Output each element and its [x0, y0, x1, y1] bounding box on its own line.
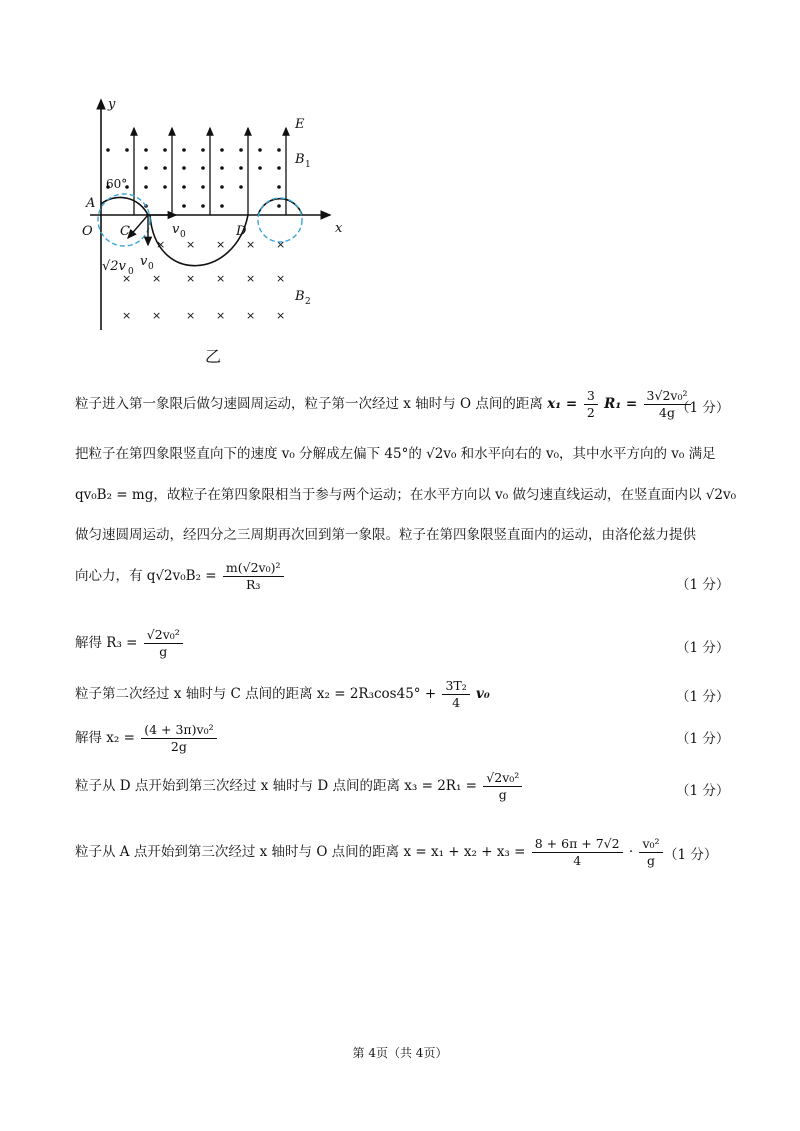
- label-y: y: [108, 97, 116, 112]
- solution-line-1: [75, 388, 693, 421]
- label-v0-right: v: [172, 222, 180, 237]
- label-d: D: [236, 224, 247, 239]
- solution-line-4: 做匀速圆周运动，经四分之三周期再次回到第一象限。粒子在第四象限竖直面内的运动，由洛伦兹力提供: [75, 527, 696, 543]
- line-1-mid: R₁ =: [604, 396, 638, 412]
- solution-line-5: [75, 560, 286, 593]
- score-1: （1 分）: [676, 400, 730, 416]
- label-sqrt2v0-sub: 0: [128, 267, 134, 277]
- page-footer: 第 4页（共 4页）: [352, 1046, 448, 1060]
- svg-text:×: ×: [246, 309, 256, 322]
- svg-text:×: ×: [156, 238, 166, 251]
- line-1-frac2: $\frac{\text{3√2v₀²}}{4g}$: [644, 388, 691, 421]
- solution-line-7: [75, 678, 490, 711]
- solution-line-9: [75, 770, 524, 803]
- line-9-frac: $\frac{\text{√2v₀²}}{g}$: [483, 770, 522, 803]
- svg-text:×: ×: [186, 309, 196, 322]
- label-b1-sub: 1: [305, 160, 311, 170]
- line-1-frac1: $\frac{3}{2}$: [584, 388, 598, 421]
- label-x: x: [335, 221, 343, 236]
- label-c: C: [120, 224, 130, 239]
- line-5-frac: $\frac{\text{m(√2v₀)²}}{\text{R₃}}$: [223, 560, 284, 593]
- e-field-lines: [134, 128, 286, 215]
- b2-crosses: [122, 238, 285, 322]
- svg-text:×: ×: [186, 238, 196, 251]
- line-8-text: 解得 x₂ =: [75, 730, 135, 746]
- label-b1: B: [295, 152, 305, 167]
- figure-caption: 乙: [205, 347, 222, 366]
- score-4: （1 分）: [676, 689, 730, 705]
- score-2: （1 分）: [676, 577, 730, 593]
- line-1-text: 粒子进入第一象限后做匀速圆周运动，粒子第一次经过 x 轴时与 O 点间的距离: [75, 396, 543, 412]
- svg-text:×: ×: [152, 309, 162, 322]
- line-10-frac2: $\frac{\text{v₀²}}{g}$: [639, 836, 662, 869]
- svg-text:×: ×: [246, 272, 256, 285]
- svg-text:×: ×: [186, 272, 196, 285]
- line-9-text: 粒子从 D 点开始到第三次经过 x 轴时与 D 点间的距离 x₃ = 2R₁ =: [75, 778, 477, 794]
- svg-text:×: ×: [216, 309, 226, 322]
- field-diagram-svg: [70, 90, 370, 380]
- svg-text:×: ×: [276, 309, 286, 322]
- solution-line-6: [75, 627, 185, 660]
- label-a: A: [86, 196, 96, 211]
- line-7-frac: $\frac{\text{3T₂}}{4}$: [442, 678, 469, 711]
- svg-text:×: ×: [122, 309, 132, 322]
- label-e: E: [295, 117, 305, 132]
- line-7-tail: v₀: [476, 686, 490, 702]
- line-6-text: 解得 R₃ =: [75, 635, 138, 651]
- svg-text:×: ×: [122, 272, 132, 285]
- line-6-frac: $\frac{\text{√2v₀²}}{g}$: [144, 627, 183, 660]
- svg-text:×: ×: [246, 238, 256, 251]
- solution-line-2: 把粒子在第四象限竖直向下的速度 v₀ 分解成左偏下 45°的 √2v₀ 和水平向右的 v₀，其中水平方向的 v₀ 满足: [75, 446, 716, 462]
- svg-text:×: ×: [276, 238, 286, 251]
- label-b2-sub: 2: [305, 297, 311, 307]
- score-5: （1 分）: [676, 731, 730, 747]
- line-1-eq-left: x₁ =: [547, 396, 582, 412]
- label-v0-right-sub: 0: [180, 230, 186, 240]
- svg-text:×: ×: [152, 272, 162, 285]
- line-7-text: 粒子第二次经过 x 轴时与 C 点间的距离 x₂ = 2R₃cos45° +: [75, 686, 437, 702]
- label-v0-down: v: [140, 254, 148, 269]
- physics-diagram: [70, 90, 370, 380]
- solution-line-3: qv₀B₂ = mg，故粒子在第四象限相当于参与两个运动；在水平方向以 v₀ 做匀速直线运动，在竖直面内以 √2v₀: [75, 487, 736, 503]
- label-sqrt2v0: √2v: [102, 259, 126, 274]
- line-10-dot: ·: [628, 844, 634, 860]
- score-3: （1 分）: [676, 640, 730, 656]
- solution-line-8: [75, 722, 219, 755]
- label-b2: B: [295, 289, 305, 304]
- score-6: （1 分）: [676, 783, 730, 799]
- line-10-text: 粒子从 A 点开始到第三次经过 x 轴时与 O 点间的距离 x = x₁ + x₂ + x₃ =: [75, 844, 526, 860]
- line-10-frac1: $\frac{8 + 6\pi + 7√2}{4}$: [532, 836, 623, 869]
- line-5-text: 向心力，有 q√2v₀B₂ =: [75, 568, 217, 584]
- b1-dots: [106, 148, 281, 208]
- sqrt2v0-arrow: [128, 215, 148, 238]
- svg-text:×: ×: [216, 238, 226, 251]
- line-8-frac: $\frac{\text{(4 + 3π)v₀²}}{2g}$: [141, 722, 216, 755]
- label-o: O: [82, 224, 93, 239]
- score-7: （1 分）: [664, 847, 718, 863]
- label-v0-down-sub: 0: [148, 262, 154, 272]
- svg-text:×: ×: [216, 272, 226, 285]
- label-angle: 60°: [106, 177, 128, 191]
- svg-text:×: ×: [276, 272, 286, 285]
- solution-line-10: [75, 836, 665, 869]
